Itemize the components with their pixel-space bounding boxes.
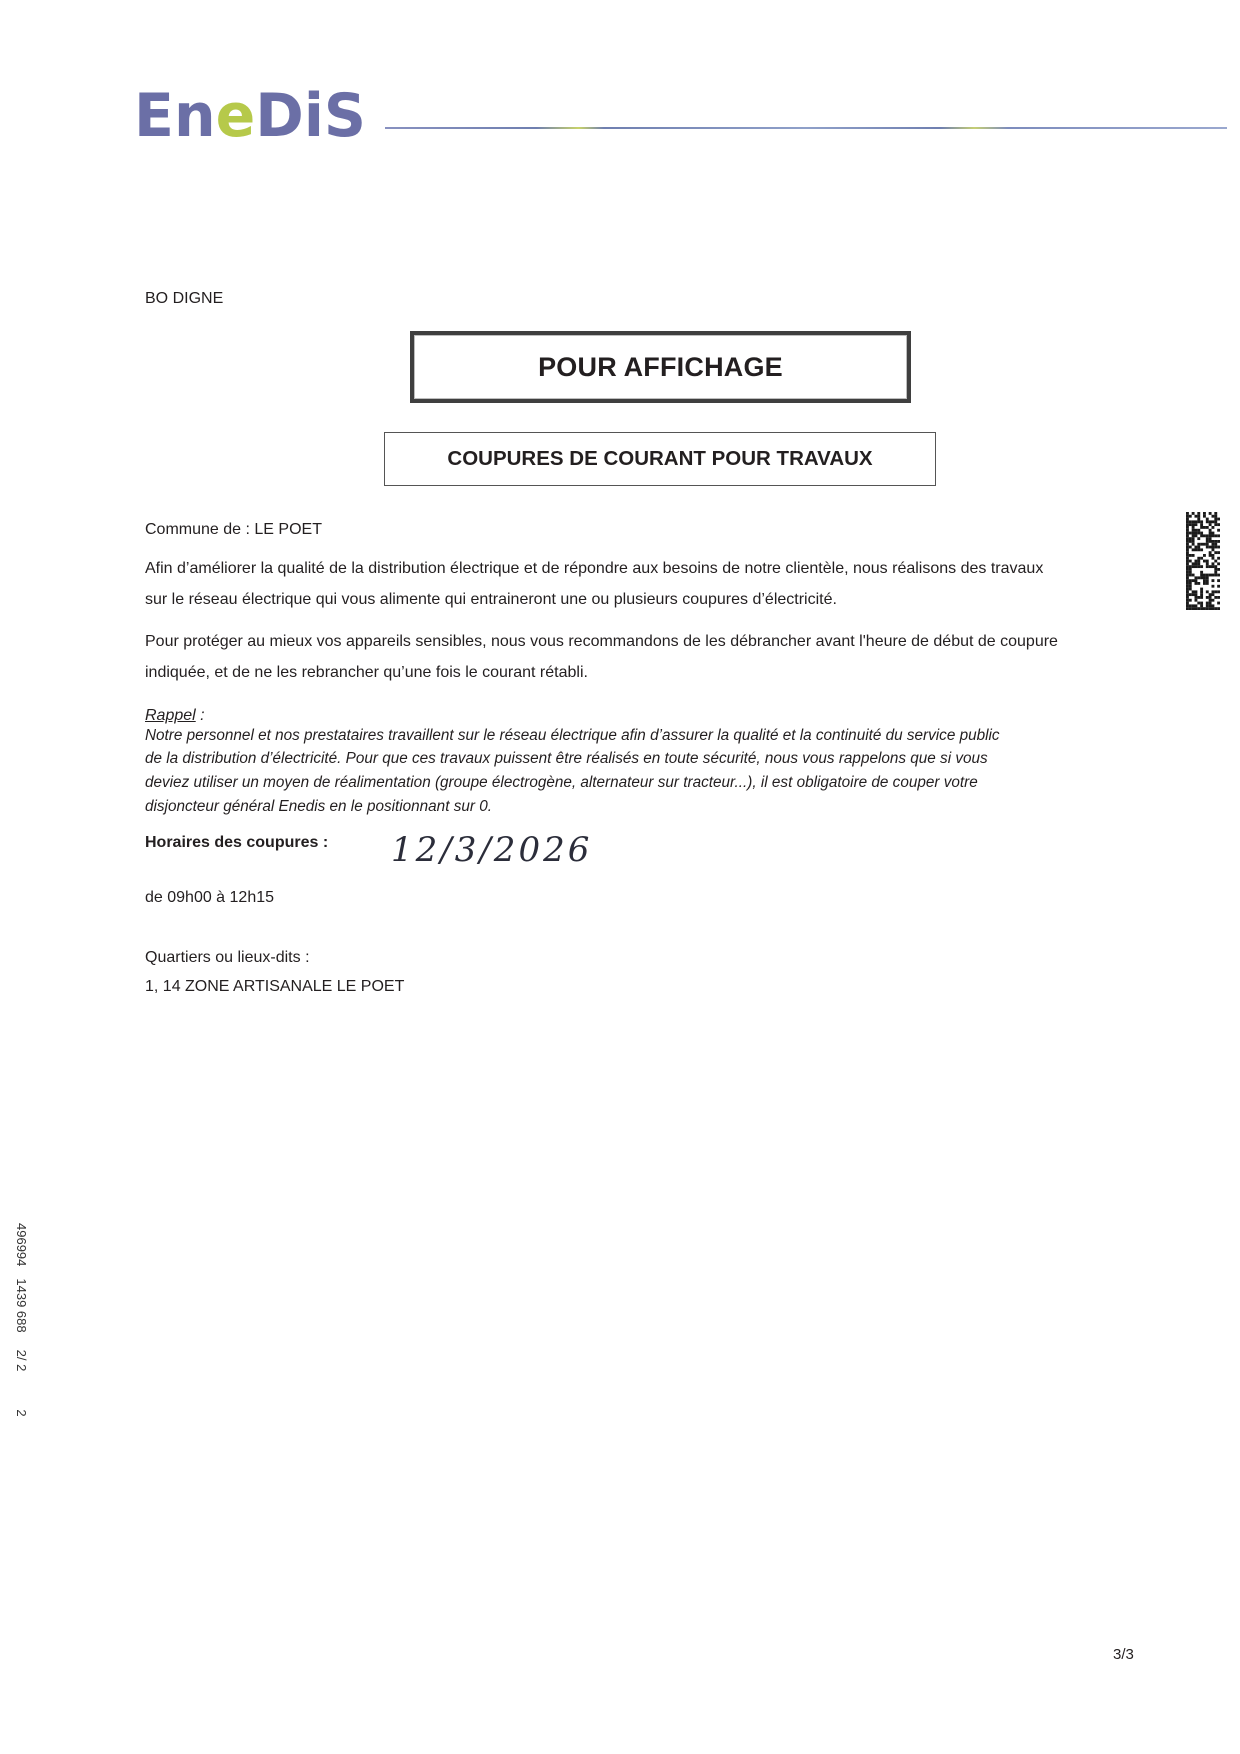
reminder-line: de la distribution d’électricité. Pour que ces travaux puissent être réalisés en toute sécurité, nous vous rappelons que si vous	[145, 750, 988, 768]
locations-label: Quartiers ou lieux-dits :	[145, 949, 310, 966]
reminder-colon: :	[195, 707, 205, 724]
agency-name: BO DIGNE	[145, 290, 224, 307]
fax-margin-item: 2/ 2	[14, 1349, 29, 1372]
schedule-time-range: de 09h00 à 12h15	[145, 889, 275, 906]
handwritten-date: 12/3/2026	[391, 830, 593, 870]
advice-paragraph-line: Pour protéger au mieux vos appareils sensibles, nous vous recommandons de les débrancher avant l'heure de début de coupure	[145, 632, 1058, 650]
intro-paragraph	[145, 553, 1043, 616]
reminder-label: Rappel	[145, 707, 196, 724]
title-box	[410, 331, 911, 403]
reminder-paragraph	[145, 724, 1000, 819]
locations-value: 1, 14 ZONE ARTISANALE LE POET	[145, 978, 405, 995]
intro-paragraph-line: Afin d’améliorer la qualité de la distribution électrique et de répondre aux besoins de notre clientèle, nous réalisons des travaux	[145, 560, 1044, 577]
intro-paragraph-line: sur le réseau électrique qui vous alimente qui entraineront une ou plusieurs coupures d’électricité.	[145, 591, 837, 609]
enedis-logo	[130, 81, 370, 151]
fax-margin-item: 496994	[14, 1223, 29, 1267]
reminder-line: Notre personnel et nos prestataires travaillent sur le réseau électrique afin d’assurer la qualité et la continuité du service public	[145, 726, 1000, 744]
header-rule-line	[385, 127, 1227, 129]
commune-line: Commune de : LE POET	[145, 521, 322, 538]
fax-margin-item: 2	[14, 1409, 29, 1417]
page-title: POUR AFFICHAGE	[538, 351, 783, 382]
subtitle-box	[384, 432, 936, 486]
page-number: 3/3	[1113, 1646, 1134, 1663]
advice-paragraph	[145, 626, 1058, 689]
reminder-line: deviez utiliser un moyen de réalimentation (groupe électrogène, alternateur sur tracteur...), il est obligatoire de couper votre	[145, 774, 978, 792]
advice-paragraph-line: indiquée, et de ne les rebrancher qu’une fois le courant rétabli.	[145, 663, 588, 681]
fax-margin-text	[14, 1223, 28, 1417]
schedule-label: Horaires des coupures :	[145, 834, 329, 851]
reminder-line: disjoncteur général Enedis en le positionnant sur 0.	[145, 797, 492, 815]
datamatrix-code	[1186, 512, 1220, 610]
fax-margin-item: 1439 688	[14, 1278, 29, 1333]
svg-text:EneDiS: EneDiS	[134, 81, 369, 151]
page-subtitle: COUPURES DE COURANT POUR TRAVAUX	[447, 447, 873, 470]
